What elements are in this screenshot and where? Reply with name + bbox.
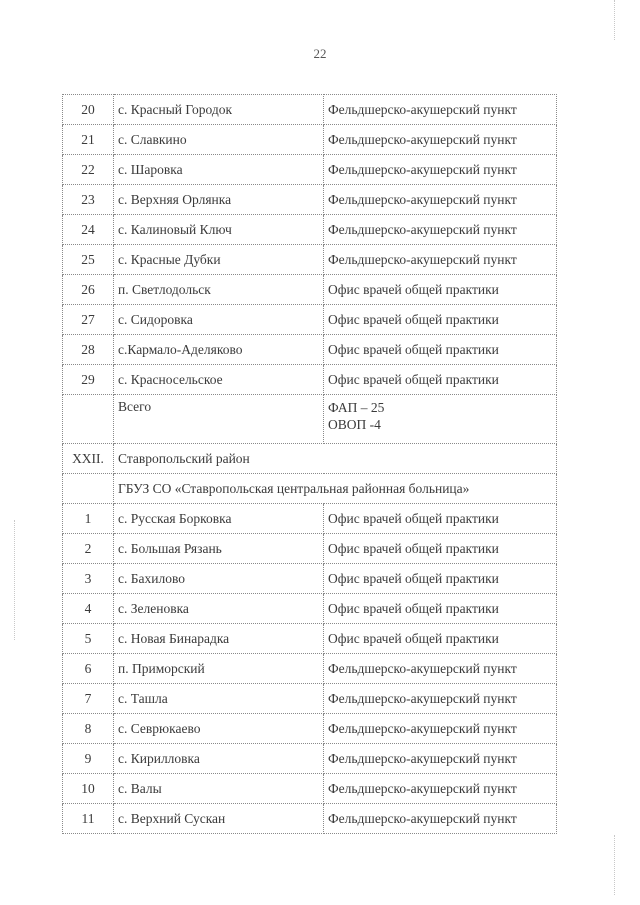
row-settlement: с. Бахилово: [114, 564, 324, 594]
total-num-cell: [63, 395, 114, 444]
total-block: [63, 395, 557, 444]
row-number: 2: [63, 534, 114, 564]
row-settlement: п. Приморский: [114, 654, 324, 684]
total-row: [63, 395, 557, 444]
table-row: [63, 305, 557, 335]
row-number: 24: [63, 215, 114, 245]
row-number: 8: [63, 714, 114, 744]
row-settlement: с. Валы: [114, 774, 324, 804]
table-row: [63, 594, 557, 624]
row-facility-type: Фельдшерско-акушерский пункт: [324, 684, 557, 714]
row-number: 26: [63, 275, 114, 305]
scan-edge-mark: [14, 520, 16, 640]
table-row: [63, 504, 557, 534]
scan-edge-mark: [614, 835, 616, 895]
row-settlement: с. Красный Городок: [114, 95, 324, 125]
row-facility-type: Офис врачей общей практики: [324, 564, 557, 594]
row-number: 29: [63, 365, 114, 395]
row-facility-type: Фельдшерско-акушерский пункт: [324, 744, 557, 774]
row-number: 6: [63, 654, 114, 684]
table-row: [63, 564, 557, 594]
row-facility-type: Фельдшерско-акушерский пункт: [324, 714, 557, 744]
table-row: [63, 534, 557, 564]
table-row: [63, 624, 557, 654]
row-facility-type: Фельдшерско-акушерский пункт: [324, 804, 557, 834]
hospital-num-cell: [63, 474, 114, 504]
table-row: [63, 185, 557, 215]
row-number: 4: [63, 594, 114, 624]
row-settlement: с. Большая Рязань: [114, 534, 324, 564]
row-settlement: с. Красные Дубки: [114, 245, 324, 275]
row-number: 10: [63, 774, 114, 804]
row-number: 3: [63, 564, 114, 594]
hospital-row: [63, 474, 557, 504]
row-settlement: с. Зеленовка: [114, 594, 324, 624]
row-facility-type: Офис врачей общей практики: [324, 365, 557, 395]
table-row: [63, 275, 557, 305]
total-ovop: ОВОП -4: [328, 417, 381, 432]
row-facility-type: Офис врачей общей практики: [324, 624, 557, 654]
row-number: 22: [63, 155, 114, 185]
row-facility-type: Офис врачей общей практики: [324, 504, 557, 534]
row-settlement: с. Калиновый Ключ: [114, 215, 324, 245]
facilities-table-bottom: [63, 504, 557, 834]
table-row: [63, 804, 557, 834]
table-row: [63, 744, 557, 774]
row-facility-type: Фельдшерско-акушерский пункт: [324, 215, 557, 245]
row-facility-type: Фельдшерско-акушерский пункт: [324, 185, 557, 215]
district-row: [63, 444, 557, 474]
row-facility-type: Офис врачей общей практики: [324, 534, 557, 564]
table-row: [63, 714, 557, 744]
row-facility-type: Фельдшерско-акушерский пункт: [324, 654, 557, 684]
table-row: [63, 774, 557, 804]
row-settlement: с. Сидоровка: [114, 305, 324, 335]
row-facility-type: Офис врачей общей практики: [324, 594, 557, 624]
total-label: Всего: [114, 395, 324, 444]
row-settlement: с. Кирилловка: [114, 744, 324, 774]
scan-edge-mark: [614, 0, 616, 40]
row-number: 27: [63, 305, 114, 335]
row-number: 5: [63, 624, 114, 654]
row-settlement: с. Новая Бинарадка: [114, 624, 324, 654]
facilities-table-top: [63, 95, 557, 395]
table-row: [63, 215, 557, 245]
total-values: [324, 395, 557, 444]
table-row: [63, 335, 557, 365]
row-settlement: с. Ташла: [114, 684, 324, 714]
row-number: 20: [63, 95, 114, 125]
row-number: 25: [63, 245, 114, 275]
row-number: 1: [63, 504, 114, 534]
table-row: [63, 654, 557, 684]
facilities-table: [62, 94, 557, 834]
district-name: Ставропольский район: [114, 444, 557, 474]
section-header: [63, 444, 557, 504]
row-facility-type: Фельдшерско-акушерский пункт: [324, 95, 557, 125]
row-settlement: с.Кармало-Аделяково: [114, 335, 324, 365]
row-facility-type: Фельдшерско-акушерский пункт: [324, 245, 557, 275]
row-facility-type: Офис врачей общей практики: [324, 275, 557, 305]
table-row: [63, 95, 557, 125]
row-settlement: с. Русская Борковка: [114, 504, 324, 534]
row-facility-type: Фельдшерско-акушерский пункт: [324, 125, 557, 155]
table-row: [63, 365, 557, 395]
row-settlement: п. Светлодольск: [114, 275, 324, 305]
row-settlement: с. Славкино: [114, 125, 324, 155]
row-facility-type: Офис врачей общей практики: [324, 305, 557, 335]
row-settlement: с. Верхняя Орлянка: [114, 185, 324, 215]
section-number: XXII.: [63, 444, 114, 474]
row-number: 9: [63, 744, 114, 774]
row-number: 11: [63, 804, 114, 834]
row-settlement: с. Верхний Сускан: [114, 804, 324, 834]
row-settlement: с. Шаровка: [114, 155, 324, 185]
table-row: [63, 684, 557, 714]
row-facility-type: Фельдшерско-акушерский пункт: [324, 774, 557, 804]
row-number: 23: [63, 185, 114, 215]
hospital-name: ГБУЗ СО «Ставропольская центральная районная больница»: [114, 474, 557, 504]
page-number: 22: [313, 46, 327, 61]
row-settlement: с. Красносельское: [114, 365, 324, 395]
row-facility-type: Фельдшерско-акушерский пункт: [324, 155, 557, 185]
table-row: [63, 245, 557, 275]
row-facility-type: Офис врачей общей практики: [324, 335, 557, 365]
table-row: [63, 155, 557, 185]
total-fap: ФАП – 25: [328, 400, 385, 415]
row-settlement: с. Севрюкаево: [114, 714, 324, 744]
row-number: 7: [63, 684, 114, 714]
table-row: [63, 125, 557, 155]
row-number: 21: [63, 125, 114, 155]
row-number: 28: [63, 335, 114, 365]
